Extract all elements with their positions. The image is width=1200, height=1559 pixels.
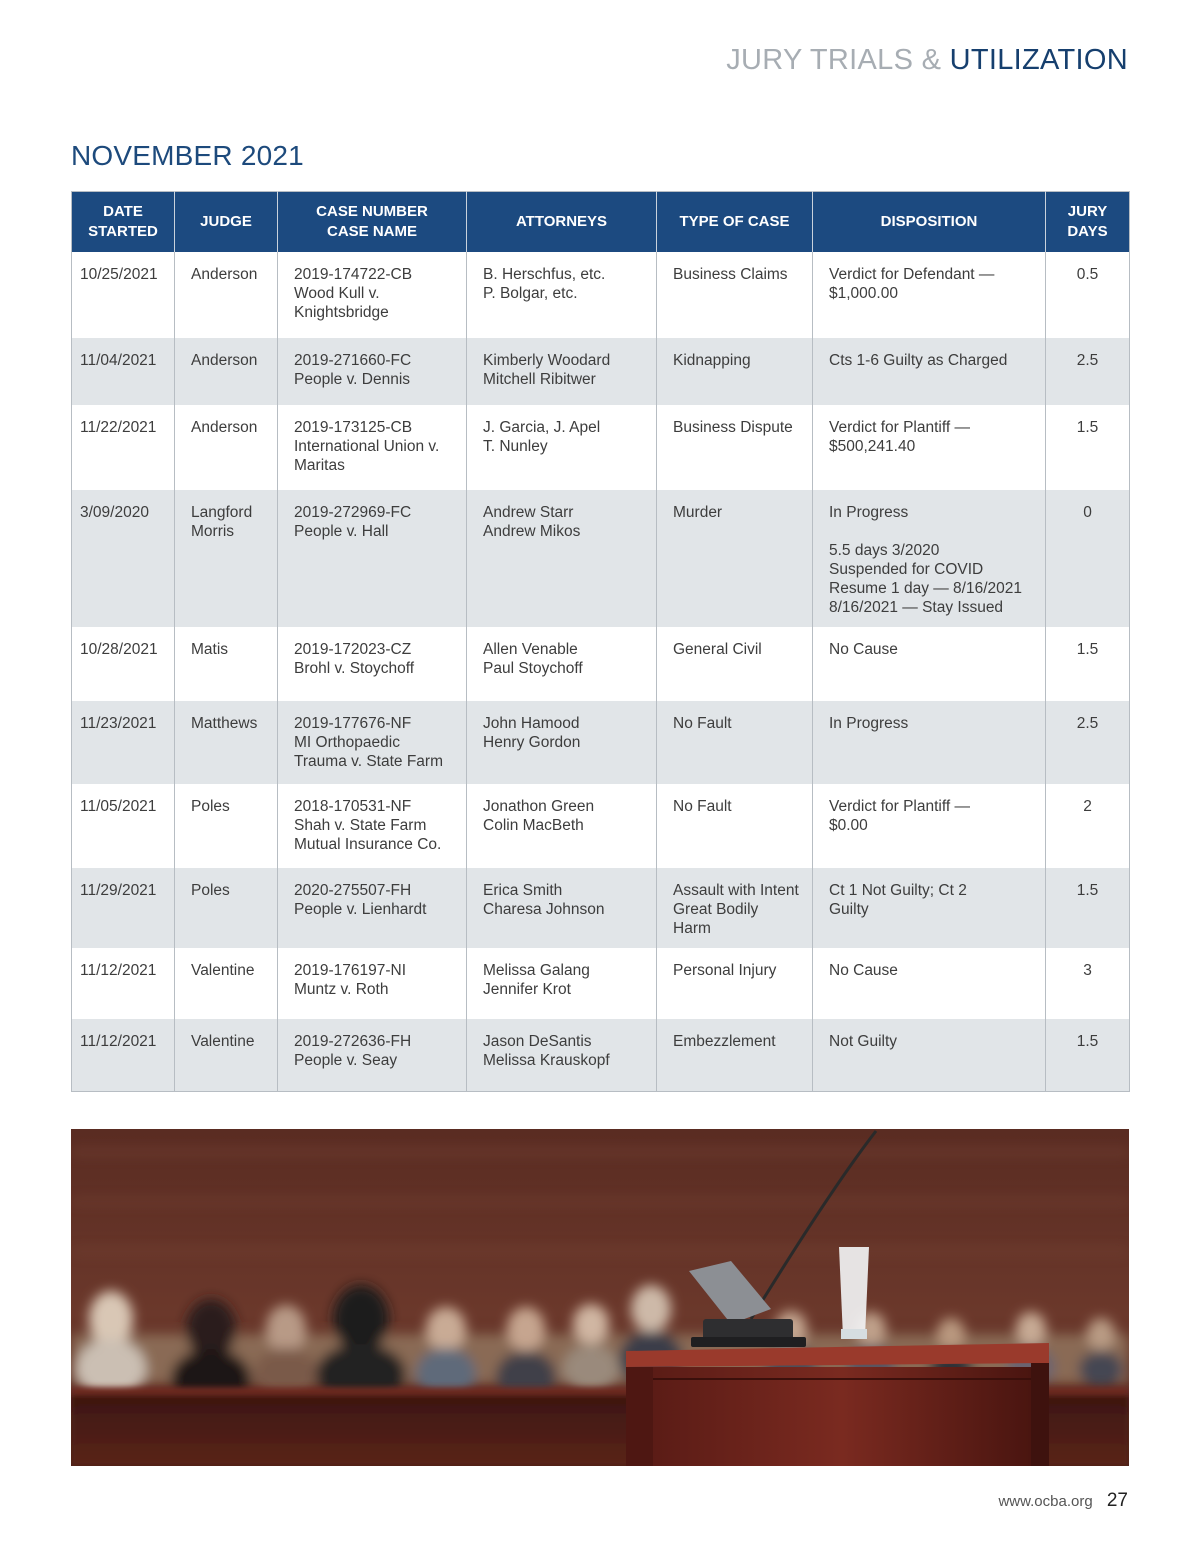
- column-header-case: CASE NUMBER CASE NAME: [278, 192, 467, 253]
- cell-case-line: Maritas: [294, 457, 345, 474]
- cell-case-line: People v. Lienhardt: [294, 901, 427, 918]
- cell-attorneys: [467, 868, 657, 948]
- cell-jury-days: 3: [1046, 948, 1130, 1019]
- cell-attorneys: [467, 701, 657, 784]
- cell-type-of-case: [657, 1019, 813, 1091]
- cell-attorneys: [467, 1019, 657, 1091]
- cell-judge-line: Anderson: [191, 266, 258, 283]
- column-header-judge: JUDGE: [175, 192, 278, 253]
- section-header-strong: UTILIZATION: [949, 44, 1128, 76]
- cell-disposition-line: Cts 1-6 Guilty as Charged: [829, 352, 1008, 369]
- cell-disposition-line: 5.5 days 3/2020: [829, 542, 940, 559]
- cell-disposition-line: In Progress: [829, 715, 909, 732]
- cell-jury-days: 0.5: [1046, 252, 1130, 338]
- table-body: [72, 252, 1130, 1091]
- cell-attorneys: [467, 490, 657, 627]
- cell-disposition-line: [829, 522, 1033, 541]
- cell-judge-line: Morris: [191, 523, 235, 540]
- cell-disposition: [813, 627, 1046, 701]
- cell-date-started: 11/23/2021: [72, 701, 175, 784]
- cell-case: [278, 1019, 467, 1091]
- cell-attorneys-line: Mitchell Ribitwer: [483, 371, 596, 388]
- cell-attorneys-line: Jonathon Green: [483, 798, 595, 815]
- cell-jury-days: 1.5: [1046, 1019, 1130, 1091]
- column-header-date: DATE STARTED: [72, 192, 175, 253]
- cell-case: [278, 252, 467, 338]
- cell-attorneys-line: P. Bolgar, etc.: [483, 285, 578, 302]
- cell-case-line: 2019-173125-CB: [294, 419, 413, 436]
- cell-case-line: People v. Hall: [294, 523, 389, 540]
- cell-type-of-case: [657, 868, 813, 948]
- cell-disposition-line: Guilty: [829, 901, 869, 918]
- cell-case: [278, 784, 467, 868]
- cell-case: [278, 701, 467, 784]
- cell-disposition-line: No Cause: [829, 962, 898, 979]
- section-header-light: JURY TRIALS: [726, 44, 914, 76]
- table-row: [72, 701, 1130, 784]
- column-header-disposition: DISPOSITION: [813, 192, 1046, 253]
- section-header-amp: &: [921, 44, 942, 76]
- cell-jury-days: 1.5: [1046, 627, 1130, 701]
- cell-attorneys-line: B. Herschfus, etc.: [483, 266, 606, 283]
- cell-type-of-case-line: Business Claims: [673, 266, 788, 283]
- cell-attorneys-line: Allen Venable: [483, 641, 578, 658]
- cell-disposition-line: $0.00: [829, 817, 868, 834]
- cell-case: [278, 338, 467, 405]
- cell-disposition-line: Ct 1 Not Guilty; Ct 2: [829, 882, 967, 899]
- cell-case-line: 2019-272636-FH: [294, 1033, 412, 1050]
- cell-type-of-case: [657, 701, 813, 784]
- cell-disposition: [813, 338, 1046, 405]
- column-header-jury-days: JURY DAYS: [1046, 192, 1130, 253]
- cell-disposition-line: Suspended for COVID: [829, 561, 984, 578]
- cell-attorneys-line: Erica Smith: [483, 882, 563, 899]
- cell-date-started: 3/09/2020: [72, 490, 175, 627]
- cell-disposition-line: Resume 1 day — 8/16/2021: [829, 580, 1023, 597]
- cell-attorneys: [467, 338, 657, 405]
- cell-date-started: 11/29/2021: [72, 868, 175, 948]
- cell-case-line: 2019-272969-FC: [294, 504, 412, 521]
- cell-type-of-case-line: Assault with Intent: [673, 882, 799, 899]
- cell-date-started: 11/04/2021: [72, 338, 175, 405]
- cell-disposition: [813, 490, 1046, 627]
- table-row: [72, 868, 1130, 948]
- cell-type-of-case: [657, 338, 813, 405]
- cell-case: [278, 868, 467, 948]
- cell-case-line: 2018-170531-NF: [294, 798, 412, 815]
- cell-judge-line: Poles: [191, 882, 230, 899]
- cell-case-line: 2019-271660-FC: [294, 352, 412, 369]
- cell-disposition-line: $500,241.40: [829, 438, 916, 455]
- courtroom-illustration: [71, 1129, 1129, 1466]
- cell-attorneys-line: John Hamood: [483, 715, 580, 732]
- cell-judge-line: Valentine: [191, 962, 255, 979]
- cell-case-line: 2019-172023-CZ: [294, 641, 412, 658]
- cell-disposition: [813, 868, 1046, 948]
- podium: [626, 1343, 1049, 1466]
- cell-judge: [175, 627, 278, 701]
- cell-attorneys-line: Melissa Galang: [483, 962, 590, 979]
- column-header-type: TYPE OF CASE: [657, 192, 813, 253]
- cell-attorneys-line: Jennifer Krot: [483, 981, 571, 998]
- cell-disposition-line: Verdict for Defendant —: [829, 266, 995, 283]
- table-row: [72, 784, 1130, 868]
- cell-judge: [175, 405, 278, 490]
- cell-case: [278, 948, 467, 1019]
- section-header: [726, 44, 1128, 77]
- cell-case-line: Mutual Insurance Co.: [294, 836, 442, 853]
- cell-attorneys-line: Colin MacBeth: [483, 817, 584, 834]
- table-row: [72, 338, 1130, 405]
- cell-case-line: People v. Seay: [294, 1052, 398, 1069]
- cell-judge-line: Poles: [191, 798, 230, 815]
- cell-judge: [175, 784, 278, 868]
- cell-judge: [175, 490, 278, 627]
- cell-disposition-line: In Progress: [829, 504, 909, 521]
- cell-attorneys: [467, 784, 657, 868]
- footer-url: www.ocba.org: [998, 1493, 1093, 1510]
- table-header-row: [72, 192, 1130, 253]
- cell-case-line: 2019-176197-NI: [294, 962, 407, 979]
- cell-type-of-case-line: Great Bodily Harm: [673, 901, 759, 937]
- cell-type-of-case-line: No Fault: [673, 715, 732, 732]
- cell-jury-days: 2.5: [1046, 701, 1130, 784]
- jury-trials-table: [71, 191, 1130, 1092]
- cell-attorneys: [467, 252, 657, 338]
- cell-disposition-line: 8/16/2021 — Stay Issued: [829, 599, 1004, 616]
- cell-case-line: Knightsbridge: [294, 304, 389, 321]
- cell-type-of-case: [657, 948, 813, 1019]
- cell-type-of-case: [657, 784, 813, 868]
- cell-case: [278, 405, 467, 490]
- cell-attorneys: [467, 948, 657, 1019]
- month-title: NOVEMBER 2021: [71, 140, 304, 171]
- cell-judge-line: Anderson: [191, 352, 258, 369]
- cell-case: [278, 490, 467, 627]
- cell-judge-line: Valentine: [191, 1033, 255, 1050]
- cell-attorneys-line: Kimberly Woodard: [483, 352, 611, 369]
- cell-jury-days: 0: [1046, 490, 1130, 627]
- cell-type-of-case-line: No Fault: [673, 798, 732, 815]
- cell-attorneys: [467, 405, 657, 490]
- cell-type-of-case-line: Kidnapping: [673, 352, 751, 369]
- table-row: [72, 252, 1130, 338]
- cell-disposition: [813, 701, 1046, 784]
- cell-disposition-line: No Cause: [829, 641, 898, 658]
- cell-date-started: 11/05/2021: [80, 798, 157, 815]
- column-header-attorneys: ATTORNEYS: [467, 192, 657, 253]
- table-row: [72, 405, 1130, 490]
- cell-disposition: [813, 252, 1046, 338]
- cell-disposition-line: Verdict for Plantiff —: [829, 798, 970, 815]
- cell-judge-line: Langford: [191, 504, 253, 521]
- cell-attorneys-line: Melissa Krauskopf: [483, 1052, 610, 1069]
- cell-type-of-case-line: Business Dispute: [673, 419, 793, 436]
- cell-type-of-case-line: Personal Injury: [673, 962, 777, 979]
- cell-jury-days: 1.5: [1046, 405, 1130, 490]
- page-footer: [998, 1490, 1128, 1512]
- cell-disposition: [813, 784, 1046, 868]
- cell-disposition: [813, 948, 1046, 1019]
- table-row: [72, 948, 1130, 1019]
- cell-disposition-line: Not Guilty: [829, 1033, 898, 1050]
- cell-type-of-case: [657, 405, 813, 490]
- cell-attorneys-line: Andrew Mikos: [483, 523, 581, 540]
- cell-case-line: 2019-174722-CB: [294, 266, 413, 283]
- cell-attorneys-line: T. Nunley: [483, 438, 548, 455]
- table-row: [72, 1019, 1130, 1091]
- table-row: [72, 627, 1130, 701]
- cell-judge: [175, 1019, 278, 1091]
- cell-judge: [175, 868, 278, 948]
- cell-type-of-case-line: General Civil: [673, 641, 762, 658]
- cell-judge: [175, 701, 278, 784]
- cell-attorneys-line: J. Garcia, J. Apel: [483, 419, 601, 436]
- cell-case: [278, 627, 467, 701]
- page-number: 27: [1106, 1490, 1128, 1511]
- cell-date-started: 11/12/2021: [80, 962, 157, 979]
- cell-jury-days: 2.5: [1046, 338, 1130, 405]
- cell-date-started: 10/28/2021: [80, 641, 158, 658]
- cell-case-line: International Union v.: [294, 438, 440, 455]
- cell-attorneys-line: Andrew Starr: [483, 504, 574, 521]
- cell-type-of-case-line: Embezzlement: [673, 1033, 776, 1050]
- cell-date-started: 11/12/2021: [72, 1019, 175, 1091]
- cell-date-started: 11/22/2021: [80, 419, 157, 436]
- cell-judge-line: Anderson: [191, 419, 258, 436]
- cell-attorneys-line: Charesa Johnson: [483, 901, 605, 918]
- cell-attorneys-line: Henry Gordon: [483, 734, 581, 751]
- cell-judge-line: Matis: [191, 641, 229, 658]
- cell-case-line: Brohl v. Stoychoff: [294, 660, 415, 677]
- cell-judge-line: Matthews: [191, 715, 258, 732]
- table-row: [72, 490, 1130, 627]
- cell-case-line: Muntz v. Roth: [294, 981, 389, 998]
- cell-case-line: Shah v. State Farm: [294, 817, 427, 834]
- cell-case-line: Wood Kull v.: [294, 285, 380, 302]
- cell-type-of-case-line: Murder: [673, 504, 723, 521]
- cell-disposition-line: $1,000.00: [829, 285, 898, 302]
- cell-case-line: Trauma v. State Farm: [294, 753, 444, 770]
- cell-disposition: [813, 405, 1046, 490]
- cell-judge: [175, 252, 278, 338]
- cell-judge: [175, 338, 278, 405]
- cell-case-line: 2019-177676-NF: [294, 715, 412, 732]
- cell-case-line: MI Orthopaedic: [294, 734, 400, 751]
- cell-jury-days: 1.5: [1046, 868, 1130, 948]
- cell-case-line: 2020-275507-FH: [294, 882, 412, 899]
- courtroom-photo: [71, 1129, 1129, 1466]
- cell-attorneys: [467, 627, 657, 701]
- cell-disposition-line: Verdict for Plantiff —: [829, 419, 970, 436]
- water-glass: [839, 1247, 869, 1339]
- cell-case-line: People v. Dennis: [294, 371, 411, 388]
- cell-type-of-case: [657, 627, 813, 701]
- cell-type-of-case: [657, 252, 813, 338]
- cell-disposition: [813, 1019, 1046, 1091]
- cell-type-of-case: [657, 490, 813, 627]
- cell-judge: [175, 948, 278, 1019]
- cell-date-started: 10/25/2021: [80, 266, 158, 283]
- cell-attorneys-line: Paul Stoychoff: [483, 660, 583, 677]
- cell-jury-days: 2: [1046, 784, 1130, 868]
- cell-attorneys-line: Jason DeSantis: [483, 1033, 592, 1050]
